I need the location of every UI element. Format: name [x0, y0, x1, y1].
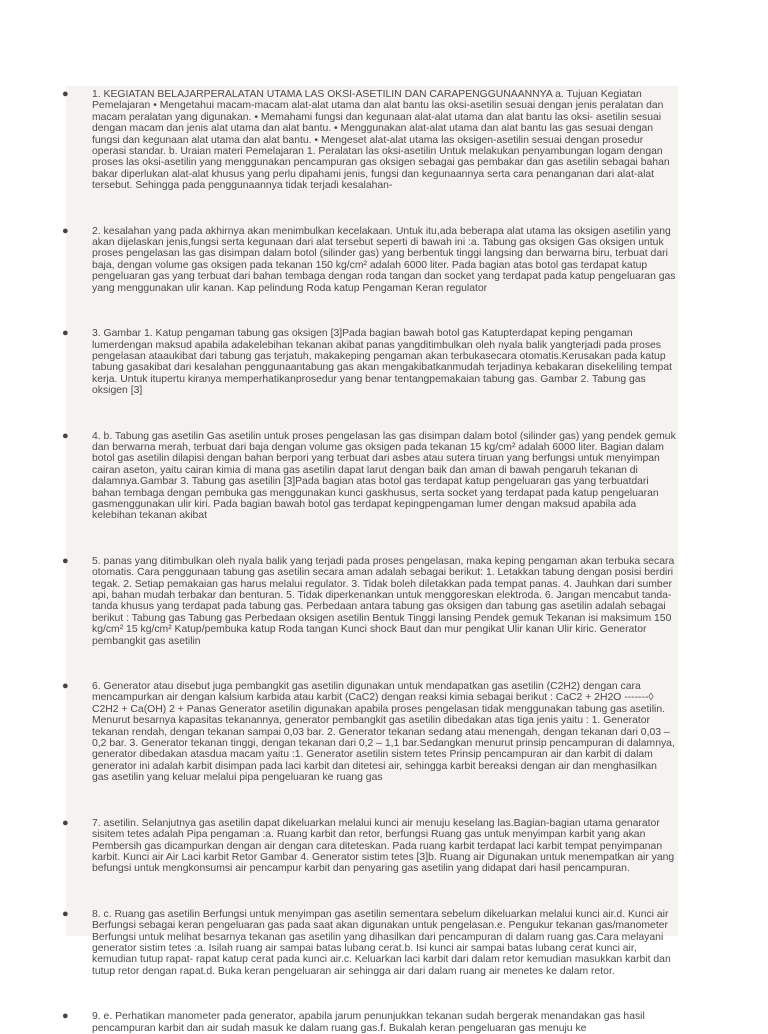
bullet-icon: ●: [62, 224, 69, 237]
bullet-icon: ●: [62, 1010, 69, 1023]
bullet-icon: ●: [62, 429, 69, 442]
entry-text: 9. e. Perhatikan manometer pada generator, apabila jarum penunjukkan tekanan sudah bergerak menandakan gas hasil pencampuran karbit dan air sudah masuk ke dalam ruang gas.f. Bukalah keran pengeluaran gas menuju ke: [92, 1011, 645, 1034]
document-panel: [62, 86, 678, 1034]
entry-text: 6. Generator atau disebut juga pembangkit gas asetilin digunakan untuk mendapatkan gas asetilin (C2H2) dengan cara mencampurkan air dengan kalsium karbida atau karbit (CaC2) dengan reaksi kimia sebagai berikut : CaC2 + 2H2O -------◊ C2H2 + Ca(OH) 2 + Panas Generator asetilin digunakan apabila proses pengelasan tidak menggunakan tabung gas asetilin. Menurut besarnya kapasitas tekanannya, generator pembangkit gas asetilin dibedakan atas tiga jenis yaitu : 1. Generator tekanan rendah, dengan tekanan sampai 0,03 bar. 2. Generator tekanan sedang atau menengah, dengan tekanan dari 0,03 – 0,2 bar. 3. Generator tekanan tinggi, dengan tekanan dari 0,2 – 1,1 bar.Sedangkan menurut prinsip pencampuran di dalamnya, generator dibedakan atasdua macam yaitu :1. Generator asetilin sistem tetes Prinsip pencampuran air dan karbit di dalam generator ini adalah karbit disimpan pada laci karbit dan ditetesi air, sehingga karbit bereaksi dengan air dan menghasilkan gas asetilin yang keluar melalui pipa pengeluaran ke ruang gas: [92, 681, 675, 784]
bullet-icon: ●: [62, 680, 69, 693]
entry-list: [62, 86, 678, 1034]
bullet-icon: ●: [62, 816, 69, 829]
bullet-icon: ●: [62, 907, 69, 920]
list-item: [62, 429, 678, 522]
list-item: [62, 907, 678, 977]
entry-text: 2. kesalahan yang pada akhirnya akan menimbulkan kecelakaan. Untuk itu,ada beberapa alat utama las oksigen asetilin yang akan dijelaskan jenis,fungsi serta kegunaan dari alat tersebut seperti di bawah ini :a. Tabung gas oksigen Gas oksigen untuk proses pengelasan las gas disimpan dalam botol (silinder gas) yang berbentuk tinggi langsing dan berwarna biru, terbuat dari baja, dengan volume gas oksigen pada tekanan 150 kg/cm² adalah 6000 liter. Pada bagian atas botol gas terdapat katup pengeluaran gas yang terbuat dari bahan tembaga dengan roda tangan dan socket yang terdapat pada katup pengeluaran gas yang menggunakan ulir kanan. Kap pelindung Roda katup Pengaman Keran regulator: [92, 225, 676, 294]
bullet-icon: ●: [62, 327, 69, 340]
list-item: [62, 1010, 678, 1034]
entry-text: 1. KEGIATAN BELAJARPERALATAN UTAMA LAS OKSI-ASETILIN DAN CARAPENGGUNAANNYA a. Tujuan Kegiatan Pemelajaran • Mengetahui macam-macam alat-alat utama dan alat bantu las oksi-asetilin sesuai dengan jenis peralatan dan macam peralatan yang digunakan. • Memahami fungsi dan kegunaan alat-alat utama dan alat bantu las oksi- asetilin sesuai dengan macam dan jenis alat utama dan alat bantu. • Menggunakan alat-alat utama dan alat bantu las gas sesuai dengan fungsi dan kegunaan alat utama dan alat bantu. • Mengeset alat-alat utama las oksigen-asetilin sesuai dengan prosedur operasi standar. b. Uraian materi Pemelajaran 1. Peralatan las oksi-asetilin Untuk melakukan penyambungan logam dengan proses las oksi-asetilin yang menggunakan pencampuran gas oksigen sebagai gas pembakar dan gas asetilin sebagai bahan bakar diperlukan alat-alat khusus yang perlu dipahami jenis, fungsi dan kegunaannya serta cara penanganan dari alat-alat tersebut. Sehingga pada penggunaannya tidak terjadi kesalahan-: [92, 89, 670, 192]
entry-text: 3. Gambar 1. Katup pengaman tabung gas oksigen [3]Pada bagian bawah botol gas Katupterdapat keping pengaman lumerdengan maksud apabila adakelebihan tekanan akibat panas yangditimbulkan oleh nyala balik yangterjadi pada proses pengelasan ataaukibat dari tabung gas terjatuh, makakeping pengaman akan terbukasecara otomatis.Kerusakan pada katup tabung gasakibat dari kesalahan penggunaantabung gas akan mengakibatkanmudah terjadinya kebakaran disekeliling tempat kerja. Untuk itupertu kiranya memperhatikanprosedur yang benar tentangpemakaian tabung gas. Gambar 2. Tabung gas oksigen [3]: [92, 328, 672, 397]
bullet-icon: ●: [62, 554, 69, 567]
list-item: [62, 554, 678, 647]
list-item: [62, 224, 678, 294]
entry-text: 4. b. Tabung gas asetilin Gas asetilin untuk proses pengelasan las gas disimpan dalam botol (silinder gas) yang pendek gemuk dan berwarna merah, terbuat dari baja dengan volume gas oksigen pada tekanan 15 kg/cm² adalah 6000 liter. Bagian dalam botol gas asetilin dilapisi dengan bahan berpori yang terbuat dari asbes atau sutera tiruan yang berfungsi untuk menyimpan cairan aseton, yaitu cairan kimia di mana gas asetilin dapat larut dengan baik dan aman di bawah pengaruh tekanan di dalamnya.Gambar 3. Tabung gas asetilin [3]Pada bagian atas botol gas terdapat katup pengeluaran gas yang terbuatdari bahan tembaga dengan pembuka gas menggunakan kunci gaskhusus, serta socket yang terdapat pada katup pengeluaran gasmenggunakan ulir kiri. Pada bagian bawah botol gas terdapat kepingpengaman lumer dengan maksud apabila ada kelebihan tekanan akibat: [92, 430, 676, 522]
list-item: [62, 680, 678, 784]
entry-text: 7. asetilin. Selanjutnya gas asetilin dapat dikeluarkan melalui kunci air menuju keselang las.Bagian-bagian utama genarator sisitem tetes adalah Pipa pengaman :a. Ruang karbit dan retor, berfungsi Ruang gas untuk menyimpan karbit yang akan Pembersih gas dicampurkan dengan air dengan cara diteteskan. Pada ruang karbit terdapat laci karbit tempat penyimpanan karbit. Kunci air Air Laci karbit Retor Gambar 4. Generator sistim tetes [3]b. Ruang air Digunakan untuk menempatkan air yang befungsi untuk mengkonsumsi air pencampur karbit dan penyaring gas asetilin yang didapat dari hasil pencampuran.: [92, 817, 675, 875]
entry-text: 8. c. Ruang gas asetilin Berfungsi untuk menyimpan gas asetilin sementara sebelum dikeluarkan melalui kunci air.d. Kunci air Berfungsi sebagai keran pengeluaran gas pada saat akan digunakan untuk pengelasan.e. Pengukur tekanan gas/manometer Berfungsi untuk melihat besarnya tekanan gas asetilin yang dihasilkan dari pencampuran di dalam ruang gas.Cara melayani generator sistim tetes :a. Isilah ruang air sampai batas lubang cerat.b. Isi kunci air sampai batas lubang cerat kunci air, kemudian tutup rapat- rapat katup cerat pada kunci air.c. Keluarkan laci karbit dari dalam retor kemudian masukkan karbit dan tutup retor dengan rapat.d. Buka keran pengeluaran air sehingga air dari dalam ruang air menetes ke dalam retor.: [92, 908, 671, 977]
bullet-icon: ●: [62, 88, 69, 100]
entry-text: 5. panas yang ditimbulkan oleh nyala balik yang terjadi pada proses pengelasan, maka keping pengaman akan terbuka secara otomatis. Cara penggunaan tabung gas asetilin secara aman adalah sebagai berikut: 1. Letakkan tabung dengan posisi berdiri tegak. 2. Setiap pemakaian gas harus melalui regulator. 3. Tidak boleh diletakkan pada tempat panas. 4. Jauhkan dari sumber api, bahan mudah terbakar dan benturan. 5. Tidak diperkenankan untuk menggoreskan elektroda. 6. Jangan mencabut tanda-tanda khusus yang terdapat pada tabung gas. Perbedaan antara tabung gas oksigen dan tabung gas asetilin adalah sebagai berikut : Tabung gas Tabung gas Perbedaan oksigen asetilin Bentuk Tinggi lansing Pendek gemuk Tekanan isi maksimum 150 kg/cm² 15 kg/cm² Katup/pembuka katup Roda tangan Kunci shock Baut dan mur pengikat Ulir kanan Ulir kiric. Generator pembangkit gas asetilin: [92, 555, 675, 647]
list-item: [62, 88, 678, 192]
list-item: [62, 327, 678, 397]
list-item: [62, 816, 678, 875]
